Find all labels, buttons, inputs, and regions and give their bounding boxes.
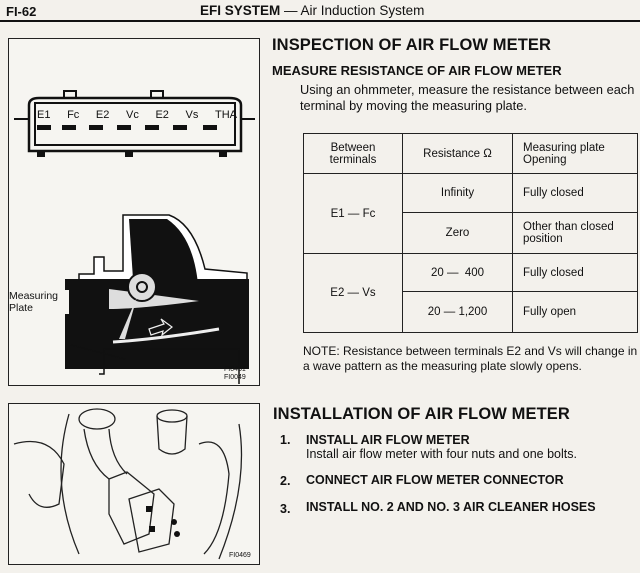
measuring-plate-label: Measuring Plate bbox=[9, 290, 69, 314]
engine-bay-illustration bbox=[9, 404, 259, 564]
inspection-note: NOTE: Resistance between terminals E2 and Vs will change in a wave pattern as the measuring plate slowly opens. bbox=[303, 344, 638, 373]
intro-line: terminal by moving the measuring plate. bbox=[300, 98, 527, 113]
table-header-row bbox=[304, 134, 638, 174]
step-title: INSTALL NO. 2 AND NO. 3 AIR CLEANER HOSES bbox=[306, 500, 596, 514]
resistance-cell: Zero bbox=[403, 213, 513, 254]
opening-cell: Fully closed bbox=[513, 254, 638, 292]
table-row bbox=[304, 174, 638, 213]
header-rule bbox=[0, 20, 640, 22]
step-title: INSTALL AIR FLOW METER bbox=[306, 433, 470, 447]
installation-figure bbox=[8, 403, 260, 565]
terminal-label: E2 bbox=[95, 109, 110, 121]
air-flow-meter-figure bbox=[8, 38, 260, 386]
measuring-plate-cutaway bbox=[9, 39, 259, 385]
section-title-rest: — Air Induction System bbox=[280, 3, 425, 18]
figure-code: FI0469 bbox=[229, 552, 251, 559]
opening-cell: Fully closed bbox=[513, 174, 638, 213]
figure-code bbox=[224, 366, 246, 382]
section-title bbox=[200, 3, 424, 18]
terminal-label: E1 bbox=[37, 109, 51, 121]
step-number: 3. bbox=[280, 502, 291, 516]
terminal-label: Vc bbox=[126, 109, 139, 121]
section-title-bold: EFI SYSTEM bbox=[200, 3, 281, 18]
opening-cell: Other than closed position bbox=[513, 213, 638, 254]
terminals-cell: E2 — Vs bbox=[304, 254, 403, 333]
inspection-subtitle: MEASURE RESISTANCE OF AIR FLOW METER bbox=[272, 63, 562, 78]
resistance-cell: Infinity bbox=[403, 174, 513, 213]
step-number: 1. bbox=[280, 433, 291, 447]
header-cell: Resistance Ω bbox=[403, 134, 513, 174]
step-title: CONNECT AIR FLOW METER CONNECTOR bbox=[306, 473, 564, 487]
terminal-label: Fc bbox=[67, 109, 80, 121]
figure-code-line: FI0049 bbox=[224, 374, 246, 381]
step-number: 2. bbox=[280, 474, 291, 488]
resistance-cell: 20 — 1,200 bbox=[403, 292, 513, 333]
page-code: FI-62 bbox=[6, 4, 37, 19]
header-cell: Measuring plate Opening bbox=[513, 134, 638, 174]
table-row bbox=[304, 254, 638, 292]
terminal-label: THA bbox=[214, 109, 237, 121]
inspection-title: INSPECTION OF AIR FLOW METER bbox=[272, 36, 552, 54]
opening-cell: Fully open bbox=[513, 292, 638, 333]
resistance-table bbox=[303, 133, 638, 333]
intro-line: Using an ohmmeter, measure the resistance between each bbox=[300, 82, 635, 97]
installation-title: INSTALLATION OF AIR FLOW METER bbox=[273, 405, 570, 423]
resistance-cell: 20 — 400 bbox=[403, 254, 513, 292]
header-cell: Between terminals bbox=[304, 134, 403, 174]
figure-code-line: FI0451 bbox=[224, 366, 246, 373]
terminal-label: E2 bbox=[155, 109, 169, 121]
step-detail: Install air flow meter with four nuts and one bolts. bbox=[306, 447, 577, 461]
terminals-cell: E1 — Fc bbox=[304, 174, 403, 254]
terminal-label: Vs bbox=[185, 109, 199, 121]
inspection-intro bbox=[300, 82, 634, 114]
